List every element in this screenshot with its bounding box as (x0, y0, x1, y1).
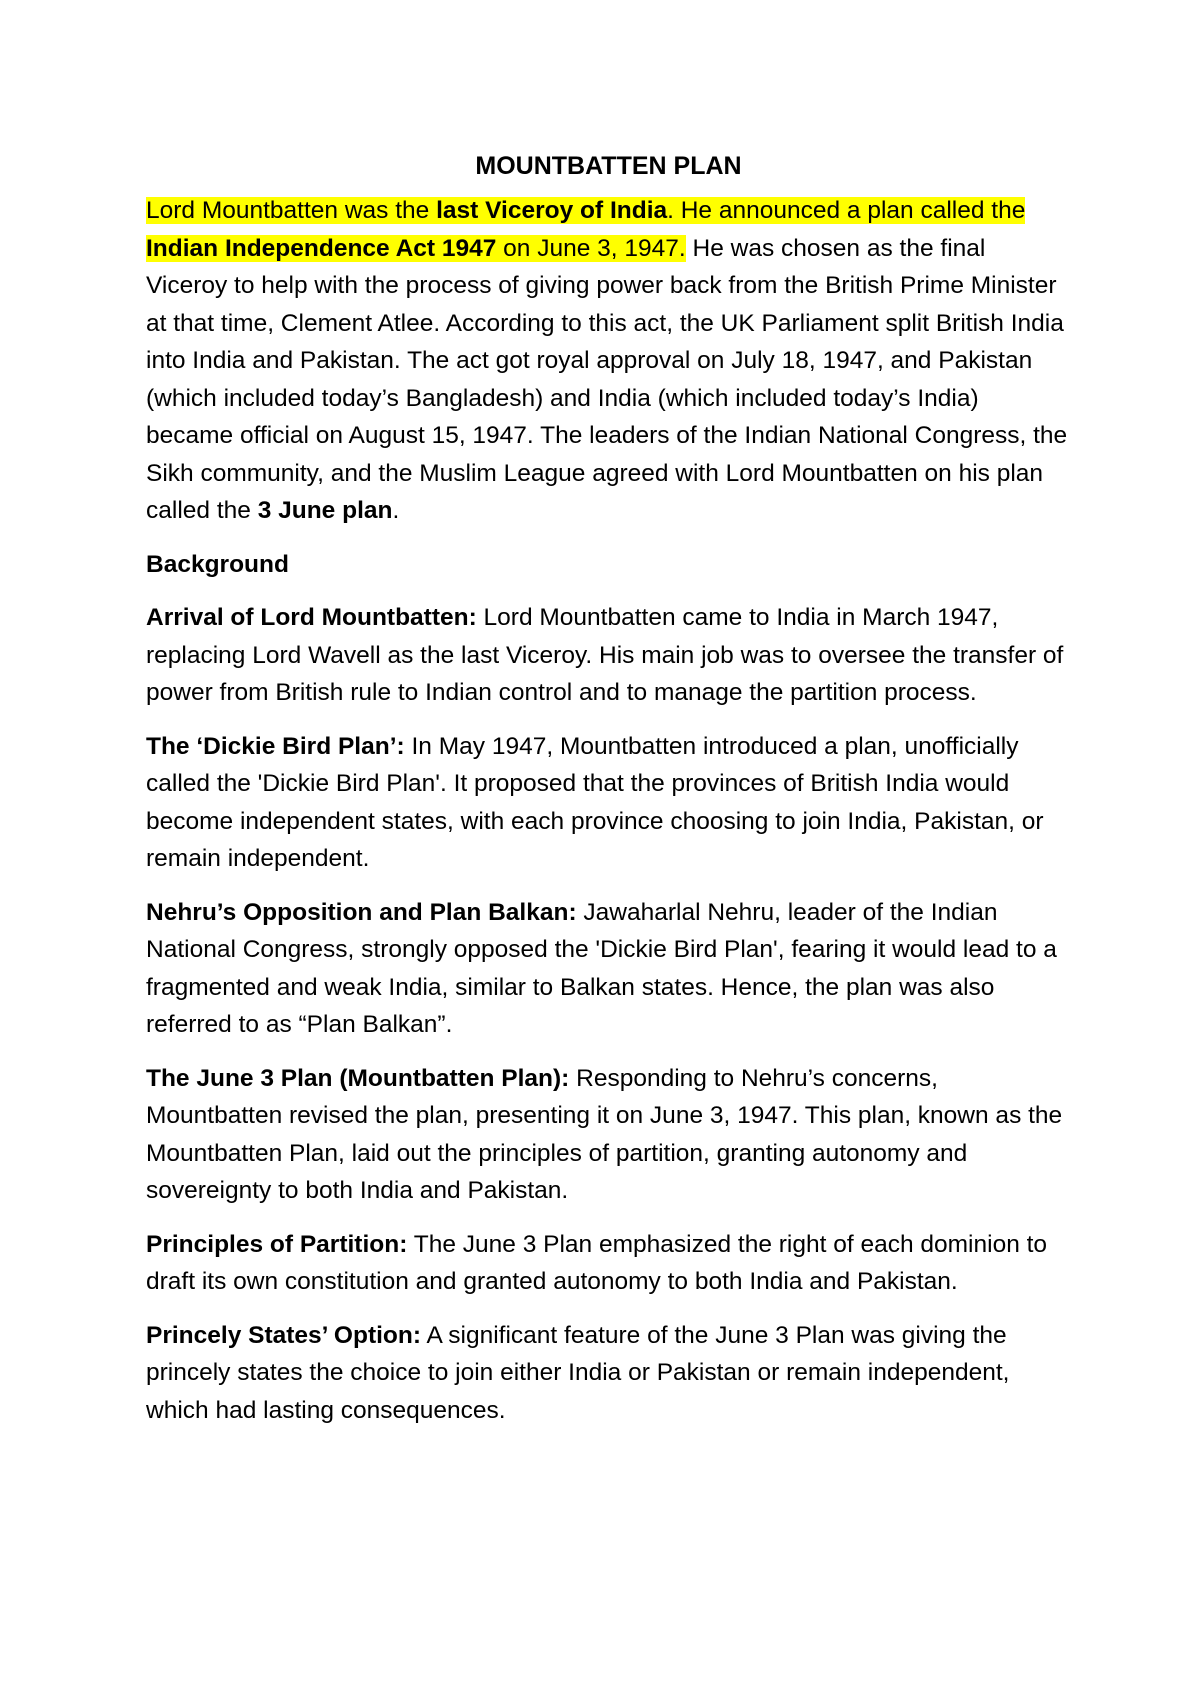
intro-text-4: He was chosen as the final Viceroy to help with the process of giving power back from the British Prime Minister at that time, Clement Atlee. According to this act, the UK Parliament split British India into India and Pakistan. The act got royal approval on July 18, 1947, and Pakistan (which included today’s Bangladesh) and India (which included today’s India) became official on August 15, 1947. The leaders of the Indian National Congress, the Sikh community, and the Muslim League agreed with Lord Mountbatten on his plan called the (146, 234, 1068, 524)
background-heading-text: Background (146, 550, 289, 578)
document-title: MOUNTBATTEN PLAN (475, 152, 742, 180)
intro-text-2: . He announced a plan called the (667, 197, 1026, 224)
intro-paragraph (146, 192, 1071, 530)
document-body (146, 150, 1071, 1445)
section-text: Responding to Nehru’s concerns, Mountbatten revised the plan, presenting it on June 3, 1947. This plan, known as the Mountbatten Plan, laid out the principles of partition, granting autonomy and sovereignty to both India and Pakistan. (146, 1064, 1063, 1204)
intro-text-3: on June 3, 1947. (496, 234, 686, 262)
section-heading: Nehru’s Opposition and Plan Balkan: (146, 898, 577, 926)
intro-bold-act: Indian Independence Act 1947 (146, 234, 497, 262)
section-paragraph (146, 599, 1071, 712)
intro-text-1: Lord Mountbatten was the (146, 197, 437, 224)
section-paragraph (146, 1060, 1071, 1210)
intro-bold-june-plan: 3 June plan (257, 497, 393, 524)
section-text: Jawaharlal Nehru, leader of the Indian National Congress, strongly opposed the 'Dickie Bird Plan', fearing it would lead to a fragmented and weak India, similar to Balkan states. Hence, the plan was also referred to as “Plan Balkan”. (146, 898, 1057, 1038)
section-text: In May 1947, Mountbatten introduced a plan, unofficially called the 'Dickie Bird Plan'. It proposed that the provinces of British India would become independent states, with each province choosing to join India, Pakistan, or remain independent. (146, 732, 1044, 872)
section-paragraph (146, 728, 1071, 878)
section-text: The June 3 Plan emphasized the right of each dominion to draft its own constitution and granted autonomy to both India and Pakistan. (146, 1230, 1048, 1295)
section-paragraph (146, 1317, 1071, 1430)
section-paragraph (146, 894, 1071, 1044)
section-text: Lord Mountbatten came to India in March 1947, replacing Lord Wavell as the last Viceroy. His main job was to oversee the transfer of power from British rule to Indian control and to manage the partition process. (146, 604, 1064, 706)
intro-text-5: . (392, 497, 400, 524)
background-heading (146, 546, 1071, 584)
section-paragraph (146, 1226, 1071, 1301)
section-heading: Princely States’ Option: (146, 1321, 422, 1349)
section-heading: The June 3 Plan (Mountbatten Plan): (146, 1064, 570, 1092)
intro-bold-viceroy: last Viceroy of India (436, 197, 668, 224)
section-text: A significant feature of the June 3 Plan was giving the princely states the choice to join either India or Pakistan or remain independent, which had lasting consequences. (146, 1321, 1010, 1424)
section-heading: Arrival of Lord Mountbatten: (146, 604, 477, 631)
section-heading: Principles of Partition: (146, 1230, 408, 1258)
section-heading: The ‘Dickie Bird Plan’: (146, 732, 405, 760)
